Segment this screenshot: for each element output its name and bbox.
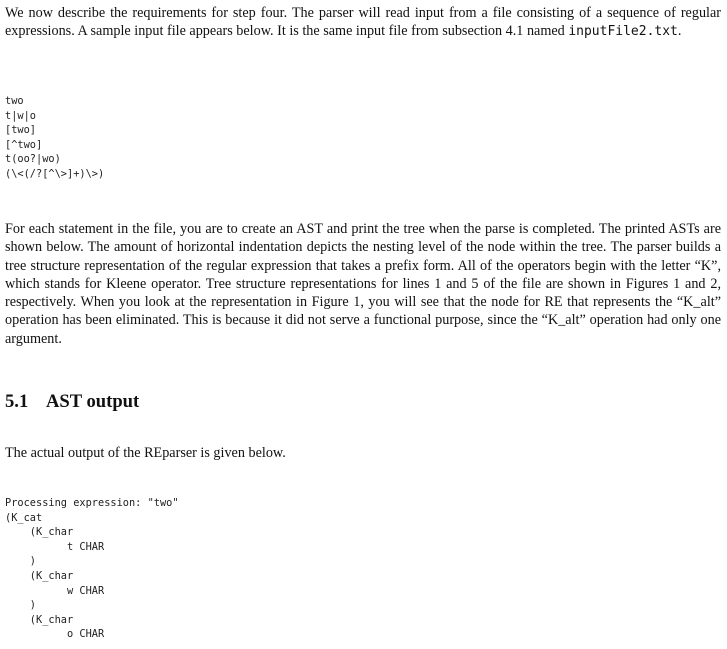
parser-output-line: ) xyxy=(5,599,36,612)
parser-output-line: (K_char xyxy=(5,526,74,539)
intro-period: . xyxy=(677,23,682,40)
description-paragraph: For each statement in the file, you are to create an AST and print the tree when the parse is completed. The printed ASTs are shown below. The amount of horizontal indentation depicts the nesting level of the node within the tree. The parser builds a tree structure representation of the regular expression that takes a prefix form. All of the operators begin with the letter “K”, which stands for Kleene operator. Tree structure representations for lines 1 and 5 of the file are shown in Figures 1 and 2, respectively. When you look at the representation in Figure 1, you will see that the node for RE that represents the “K_alt” operation has been eliminated. This is because it did not serve a functional purpose, since the “K_alt” operation had only one argument. xyxy=(5,221,721,347)
parser-output-lines xyxy=(5,496,179,642)
input-file-line: [^two] xyxy=(5,138,43,151)
parser-output xyxy=(5,496,179,642)
input-file-line: t(oo?|wo) xyxy=(5,153,61,166)
input-file-line: t|w|o xyxy=(5,109,36,122)
parser-output-line: o CHAR xyxy=(5,628,105,641)
input-file-line: (\<(/?[^\>]+)\>) xyxy=(5,167,105,180)
intro-paragraph xyxy=(5,4,721,42)
parser-output-line: (K_char xyxy=(5,569,74,582)
section-heading xyxy=(5,391,139,413)
input-file-lines xyxy=(5,94,104,182)
input-file-listing xyxy=(5,94,104,182)
parser-output-line: ) xyxy=(5,555,36,568)
parser-output-line: (K_char xyxy=(5,613,74,626)
input-file-line: two xyxy=(5,95,24,107)
output-intro: The actual output of the REparser is given below. xyxy=(5,445,286,461)
parser-output-line: Processing expression: "two" xyxy=(5,497,179,509)
section-title: AST output xyxy=(46,391,140,412)
intro-text: We now describe the requirements for step four. The parser will read input from a file consisting of a sequence of regular expressions. A sample input file appears below. It is the same input file from subsection 4.1 named xyxy=(5,5,721,40)
input-filename: inputFile2.txt xyxy=(568,24,678,40)
section-number: 5.1 xyxy=(5,391,29,412)
input-file-line: [two] xyxy=(5,124,36,137)
parser-output-line: w CHAR xyxy=(5,584,105,597)
parser-output-line: (K_cat xyxy=(5,511,43,524)
parser-output-line: t CHAR xyxy=(5,540,105,553)
